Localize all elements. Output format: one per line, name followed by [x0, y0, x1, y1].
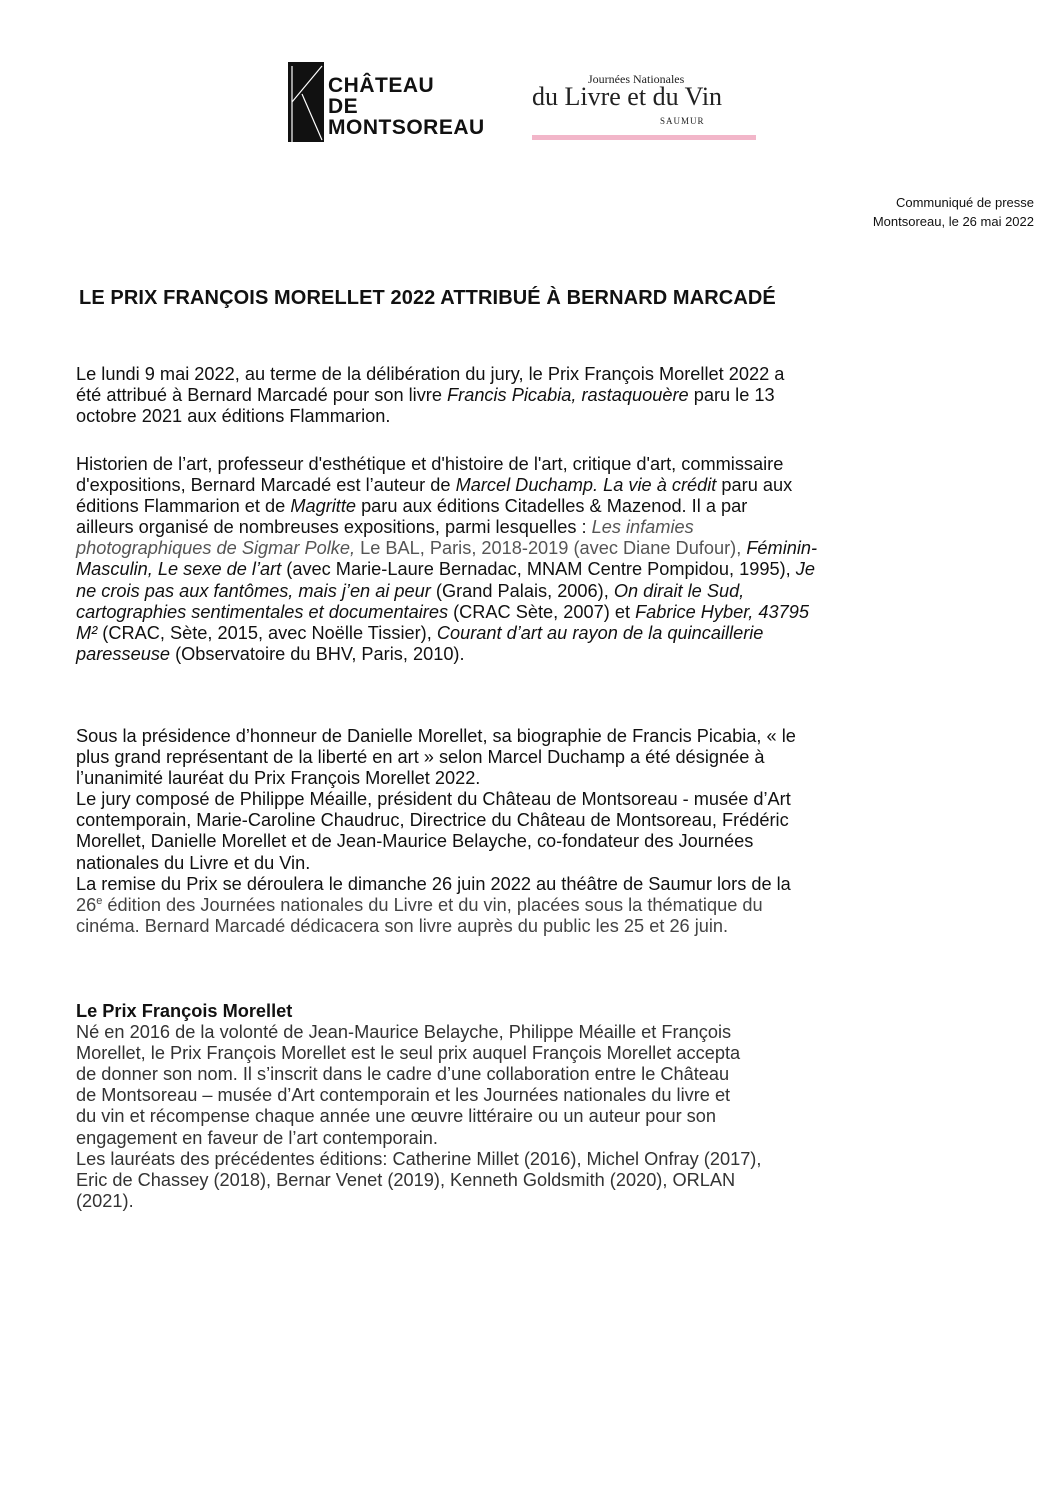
text-line: Né en 2016 de la volonté de Jean-Maurice Belayche, Philippe Méaille et François [76, 1022, 732, 1043]
paragraph-biography [76, 454, 976, 665]
chateau-k-mark-icon [288, 62, 324, 142]
text-line: nationales du Livre et du Vin. [76, 852, 311, 873]
text-line: engagement en faveur de l’art contemporain. [76, 1127, 438, 1148]
exhibition-title: M² [76, 622, 98, 643]
exhibition-title: paresseuse [76, 643, 171, 664]
page-title: LE PRIX FRANÇOIS MORELLET 2022 ATTRIBUÉ À BERNARD MARCADÉ [79, 287, 776, 309]
text-line: Le jury composé de Philippe Méaille, président du Château de Montsoreau - musée d’Art [76, 789, 791, 810]
exhibition-title: Masculin, Le sexe de l’art [76, 559, 282, 580]
exhibition-title: ne crois pas aux fantômes, mais j’en ai peur [76, 580, 431, 601]
text-line [76, 602, 976, 623]
text-line [76, 385, 976, 406]
journees-livre-vin-logo [530, 72, 760, 142]
paragraph-jury [76, 726, 976, 937]
text-line: Morellet, Danielle Morellet et de Jean-Maurice Belayche, co-fondateur des Journées [76, 831, 754, 852]
text-run: paru le 13 [688, 385, 775, 406]
exhibition-title: Courant d’art au rayon de la quincaillerie [436, 622, 764, 643]
chateau-logo-line2: DE [328, 95, 359, 118]
text-run: (CRAC, Sète, 2015, avec Noëlle Tissier), [97, 622, 437, 643]
press-meta [873, 193, 1034, 231]
exhibition-title: On dirait le Sud, [613, 580, 745, 601]
jnlv-logo-main: du Livre et du Vin [532, 82, 723, 111]
jnlv-logo-city: SAUMUR [660, 116, 705, 126]
text-line: La remise du Prix se déroulera le dimanche 26 juin 2022 au théâtre de Saumur lors de la [76, 873, 791, 894]
text-line: contemporain, Marie-Caroline Chaudruc, Directrice du Château de Montsoreau, Frédéric [76, 810, 789, 831]
text-run: édition des Journées nationales du Livre et du vin, placées sous la thématique du [102, 894, 763, 915]
exhibition-title: Féminin- [746, 538, 818, 559]
text-line: Eric de Chassey (2018), Bernar Venet (2019), Kenneth Goldsmith (2020), ORLAN [76, 1169, 736, 1190]
text-line [76, 644, 976, 665]
exhibition-title: Je [795, 559, 815, 580]
text-run: d'expositions, Bernard Marcadé est l’auteur de [76, 475, 456, 496]
exhibition-title: cartographies sentimentales et documentaires [76, 601, 449, 622]
book-title: Marcel Duchamp. La vie à crédit [455, 475, 717, 496]
text-run: (Observatoire du BHV, Paris, 2010). [170, 643, 465, 664]
press-date: Montsoreau, le 26 mai 2022 [872, 214, 1034, 229]
section-heading: Le Prix François Morellet [76, 1001, 293, 1021]
text-run: 26 [76, 894, 97, 915]
text-line [76, 496, 976, 517]
section-prize [76, 1001, 976, 1212]
book-title: Francis Picabia, rastaquouère [447, 385, 689, 406]
jnlv-logo-top: Journées Nationales [588, 72, 685, 86]
text-line: Morellet, le Prix François Morellet est le seul prix auquel François Morellet accepta [76, 1043, 741, 1064]
text-line [76, 559, 976, 580]
text-line: plus grand représentant de la liberté en art » selon Marcel Duchamp a été désignée à [76, 747, 765, 768]
text-line: de Montsoreau – musée d’Art contemporain et les Journées nationales du livre et [76, 1085, 731, 1106]
text-line [76, 581, 976, 602]
exhibition-title: Les infamies [591, 517, 694, 538]
press-label: Communiqué de presse [895, 195, 1034, 210]
text-line: cinéma. Bernard Marcadé dédicacera son livre auprès du public les 25 et 26 juin. [76, 915, 729, 936]
text-line [76, 475, 976, 496]
text-line [76, 895, 976, 916]
exhibition-title: Fabrice Hyber, 43795 [635, 601, 809, 622]
exhibition-title: photographiques de Sigmar Polke, [76, 538, 356, 559]
text-line: Sous la présidence d’honneur de Danielle Morellet, sa biographie de Francis Picabia, « le [76, 726, 796, 746]
paragraph-award [76, 364, 976, 427]
chateau-logo-line3: MONTSOREAU [328, 116, 485, 139]
text-line [76, 623, 976, 644]
text-run: (CRAC Sète, 2007) et [448, 601, 636, 622]
text-line: Le lundi 9 mai 2022, au terme de la délibération du jury, le Prix François Morellet 2022 a [76, 364, 785, 384]
text-line: de donner son nom. Il s’inscrit dans le cadre d’une collaboration entre le Château [76, 1064, 730, 1085]
text-run: (avec Marie-Laure Bernadac, MNAM Centre Pompidou, 1995), [281, 559, 796, 580]
book-title: Magritte [290, 496, 357, 517]
text-line: Historien de l’art, professeur d'esthétique et d'histoire de l'art, critique d'art, commissaire [76, 454, 784, 474]
superscript: e [96, 894, 103, 907]
jnlv-logo-bar [532, 135, 756, 140]
text-line: octobre 2021 aux éditions Flammarion. [76, 406, 391, 427]
text-line: (2021). [76, 1190, 134, 1211]
text-line: du vin et récompense chaque année une œuvre littéraire ou un auteur pour son [76, 1106, 716, 1127]
text-line: l’unanimité lauréat du Prix François Morellet 2022. [76, 768, 481, 789]
text-run: paru aux éditions Citadelles & Mazenod. Il a par [356, 496, 748, 517]
text-run: Le BAL, Paris, 2018-2019 (avec Diane Dufour), [355, 538, 747, 559]
text-line: Les lauréats des précédentes éditions: Catherine Millet (2016), Michel Onfray (2017), [76, 1148, 762, 1169]
text-line [76, 538, 976, 559]
text-run: éditions Flammarion et de [76, 496, 291, 517]
text-line [76, 517, 976, 538]
text-run: été attribué à Bernard Marcadé pour son livre [76, 385, 448, 406]
text-run: paru aux [716, 475, 793, 496]
text-run: ailleurs organisé de nombreuses expositions, parmi lesquelles : [76, 517, 592, 538]
chateau-montsoreau-logo [288, 62, 518, 142]
text-run: (Grand Palais, 2006), [430, 580, 614, 601]
chateau-logo-line1: CHÂTEAU [328, 74, 435, 97]
